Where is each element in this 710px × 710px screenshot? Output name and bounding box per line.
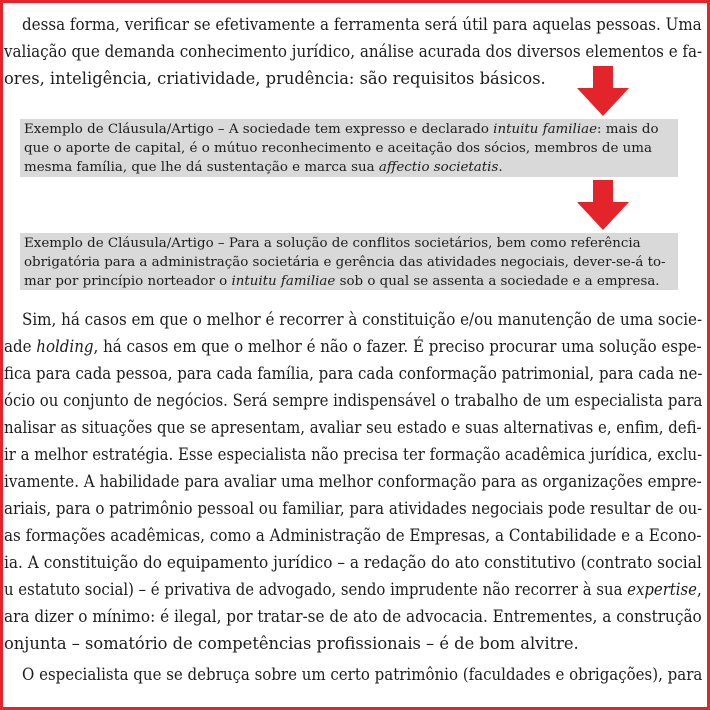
example2-line-2: obrigatória para a administração societária e gerência das atividades negociais, dever-se-á to- [24,255,666,270]
body-line-10: ia. A constituição do equipamento jurídico – a redação do ato constitutivo (contrato social [4,553,702,572]
example1-line1-italic: intuitu familiae [493,122,598,137]
body-line-5: nalisar as situações que se apresentam, avaliar seu estado e suas alternativas e, enfim, defi- [4,418,702,437]
body-line2-italic: holding [36,337,94,356]
intro-line-2: valiação que demanda conhecimento jurídico, análise acurada dos diversos elementos e fa- [4,42,703,61]
example1-line3-end: . [498,160,503,175]
body-line-8: ariais, para o patrimônio pessoal ou familiar, para atividades negociais pode resultar de ou- [4,499,703,518]
example1-line-2: que o aporte de capital, é o mútuo reconhecimento e aceitação dos sócios, membros de uma [24,141,652,156]
body-line11-text: u estatuto social) – é privativa de advogado, sendo imprudente não recorrer à sua [4,580,628,599]
body-line-13: onjunta – somatório de competências profissionais – é de bom alvitre. [4,634,579,653]
intro-line-1: dessa forma, verificar se efetivamente a ferramenta será útil para aquelas pessoas. Uma [22,15,702,34]
body-line-1: Sim, há casos em que o melhor é recorrer à constituição e/ou manutenção de uma socie- [22,310,703,329]
body-line-7: ivamente. A habilidade para avaliar uma melhor conformação para as organizações empre- [4,472,702,491]
body-line-9: as formações acadêmicas, como a Administração de Empresas, a Contabilidade e a Econo- [4,526,702,545]
example2-line3-end: sob o qual se assenta a sociedade e a empresa. [335,274,660,289]
body-line2-text: ade [4,337,37,356]
body-line11-end: , [696,580,702,599]
example1-line1-text: Exemplo de Cláusula/Artigo – A sociedade tem expresso e declarado [24,122,494,137]
body-line-12: ara dizer o mínimo: é ilegal, por tratar-se de ato de advocacia. Entrementes, a construção [4,607,702,626]
example2-line3-text: mar por princípio norteador o [24,274,232,289]
intro-line-3: ores, inteligência, criatividade, prudência: são requisitos básicos. [4,69,546,88]
body-line-4: ócio ou conjunto de negócios. Será sempre indispensável o trabalho de um especialista para [4,391,703,410]
body-line-3: fica para cada pessoa, para cada família, para cada conformação patrimonial, para cada ne- [4,364,703,383]
example1-line3-italic: affectio societatis [378,160,499,175]
body-line11-italic: expertise [627,580,697,599]
example1-line3-text: mesma família, que lhe dá sustentação e marca sua [24,160,379,175]
example2-line-1: Exemplo de Cláusula/Artigo – Para a solução de conflitos societários, bem como referência [24,236,641,251]
body-line-14: O especialista que se debruça sobre um certo patrimônio (faculdades e obrigações), para [22,665,703,684]
body-line-6: ir a melhor estratégia. Esse especialista não precisa ter formação acadêmica jurídica, exclu- [4,445,703,464]
example2-line3-italic: intuitu familiae [231,274,336,289]
example1-line1-end: : mais do [597,122,659,137]
body-line2-end: , há casos em que o melhor é não o fazer. É preciso procurar uma solução espe- [93,337,702,356]
